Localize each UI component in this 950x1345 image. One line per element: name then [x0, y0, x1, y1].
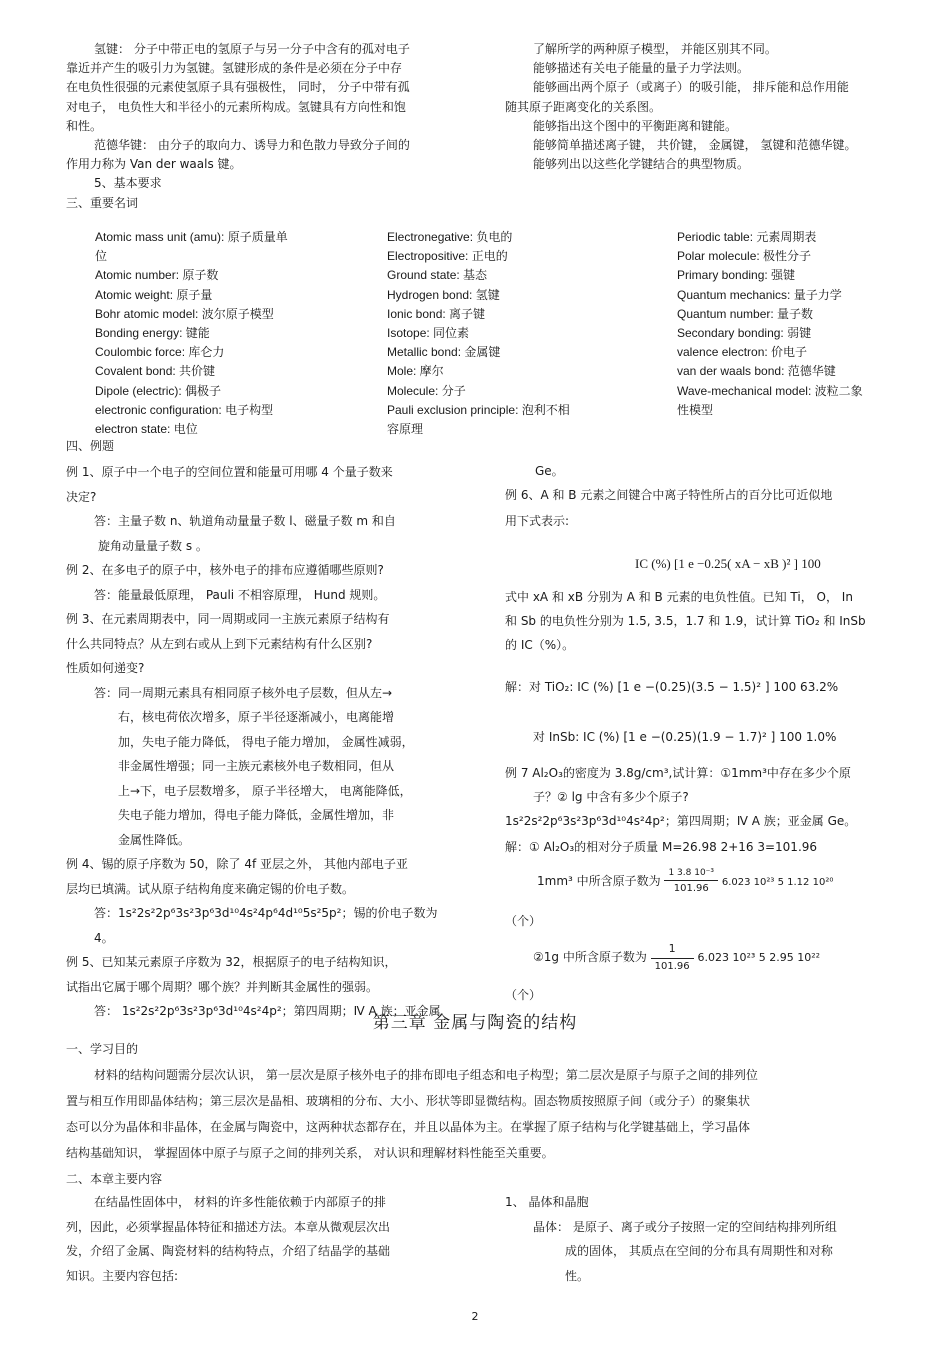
glossary-column-2: [387, 228, 612, 439]
section-heading: 二、本章主要内容: [66, 1172, 163, 1186]
text-line: 和 Sb 的电负性分别为 1.5, 3.5，1.7 和 1.9，试计算 TiO₂ 和 InSb: [505, 614, 866, 628]
text-line: 对电子， 电负性大和半径小的元素所构成。氢键具有方向性和饱: [66, 99, 406, 114]
glossary-term: Dipole (electric): 偶极子: [95, 383, 222, 398]
text-line: 在电负性很强的元素使氢原子具有强极性， 同时， 分子中带有孤: [66, 80, 410, 95]
question-line: 例 3、在元素周期表中，同一周期或同一主族元素原子结构有: [66, 612, 390, 626]
formula-suffix: 6.023 10²³ 5 1.12 10²⁰: [721, 877, 834, 889]
text-line: 了解所学的两种原子模型， 并能区别其不同。: [533, 42, 777, 56]
glossary-term: Secondary bonding: 弱键: [677, 325, 812, 340]
section-heading: 四、例题: [66, 439, 115, 453]
question-line: 性质如何递变?: [66, 661, 145, 675]
question-line: 例 2、在多电子的原子中，核外电子的排布应遵循哪些原则?: [66, 563, 384, 577]
question-line: 什么共同特点？从左到右或从上到下元素结构有什么区别?: [66, 636, 373, 651]
glossary-term: electronic configuration: 电子构型: [95, 402, 274, 417]
glossary-column-3: [677, 228, 902, 420]
fraction-numerator: 1 3.8 10⁻³: [664, 866, 718, 881]
answer-line: 失电子能力增加，得电子能力降低，金属性增加，非: [118, 808, 395, 822]
glossary-term: Electropositive: 正电的: [387, 249, 508, 264]
glossary-term: 性模型: [677, 402, 714, 417]
paragraph-line: 知识。主要内容包括:: [66, 1268, 179, 1283]
atoms-per-mm3-formula: [537, 866, 897, 897]
glossary-term: Metallic bond: 金属键: [387, 345, 501, 360]
chapter-title: 第三章 金属与陶瓷的结构: [372, 1013, 578, 1033]
glossary-term: van der waals bond: 范德华键: [677, 364, 836, 379]
main-content-right: [505, 1190, 895, 1288]
glossary-term: valence electron: 价电子: [677, 345, 808, 360]
glossary-term: 容原理: [387, 421, 424, 436]
fraction-denominator: 101.96: [673, 883, 709, 895]
fraction-denominator: 101.96: [654, 960, 690, 972]
glossary-term: Primary bonding: 强键: [677, 268, 796, 283]
glossary-term: Coulombic force: 库仑力: [95, 345, 225, 360]
question-line: 例 5、已知某元素原子序数为 32，根据原子的电子结构知识，: [66, 955, 397, 969]
glossary-term: Atomic number: 原子数: [95, 268, 219, 283]
fraction: [664, 866, 718, 897]
paragraph-line: 结构基础知识， 掌握固体中原子与原子之间的排列关系， 对认识和理解材料性能至关重要。: [66, 1146, 554, 1160]
text-line: 能够列出以这些化学键结合的典型物质。: [533, 157, 750, 172]
glossary-term: Atomic mass unit (amu): 原子质量单: [95, 230, 288, 244]
basic-requirements-list: [505, 40, 895, 174]
text-line: 式中 xA 和 xB 分别为 A 和 B 元素的电负性值。已知 Ti， O， In: [505, 590, 853, 604]
glossary-term: Bonding energy: 键能: [95, 325, 210, 340]
answer-line: 答： 1s²2s²2p⁶3s²3p⁶3d¹⁰4s²4p²；第四周期；Ⅳ A 族；亚金属: [94, 1004, 441, 1018]
question-line: 层均已填满。试从原子结构角度来确定锡的价电子数。: [66, 881, 355, 896]
text-line: 能够画出两个原子（或离子）的吸引能， 排斥能和总作用能: [533, 80, 849, 95]
main-content-left: [66, 1190, 446, 1288]
glossary-term: Ground state: 基态: [387, 268, 488, 283]
paragraph-line: 列，因此，必须掌握晶体特征和描述方法。本章从微观层次出: [66, 1219, 391, 1234]
glossary-term: Pauli exclusion principle: 泡利不相: [387, 402, 570, 417]
question-line: 例 4、锡的原子序数为 50，除了 4f 亚层之外， 其他内部电子亚: [66, 857, 408, 871]
paragraph-line: 在结晶性固体中， 材料的许多性能依赖于内部原子的排: [94, 1195, 386, 1209]
fraction: [651, 940, 694, 975]
text-line: 氢键： 分子中带正电的氢原子与另一分子中含有的孤对电子: [94, 42, 410, 56]
chapter-intro: [66, 1036, 896, 1192]
question-line: 用下式表示:: [505, 514, 570, 528]
question-line: 子？② lg 中含有多少个原子?: [533, 790, 689, 804]
text-line: Ge。: [535, 464, 564, 478]
glossary-term: Covalent bond: 共价键: [95, 364, 216, 379]
answer-line: 答：同一周期元素具有相同原子核外电子层数，但从左→: [94, 685, 393, 700]
glossary-term: Mole: 摩尔: [387, 364, 444, 379]
formula-suffix: 6.023 10²³ 5 2.95 10²²: [697, 950, 821, 964]
fraction-numerator: 1: [651, 940, 694, 959]
paragraph-line: 发，介绍了金属、陶瓷材料的结构特点，介绍了结晶学的基础: [66, 1244, 391, 1258]
text-line: 作用力称为 Van der waals 键。: [66, 157, 242, 172]
glossary-term: Isotope: 同位素: [387, 325, 470, 340]
paragraph-line: 材料的结构问题需分层次认识， 第一层次是原子核外电子的排布即电子组态和电子构型；第二层次是原子与原子之间的排列位: [94, 1068, 758, 1082]
solution-line: 解：① Al₂O₃的相对分子质量 M=26.98 2+16 3=101.96: [505, 840, 818, 854]
formula-prefix: 1mm³ 中所含原子数为: [537, 874, 661, 889]
glossary-term: Wave-mechanical model: 波粒二象: [677, 383, 863, 398]
text-line: 范德华键： 由分子的取向力、诱导力和色散力导致分子间的: [94, 137, 410, 152]
section-heading: 一、学习目的: [66, 1042, 139, 1056]
question-line: 试指出它属于哪个周期？哪个族？并判断其金属性的强弱。: [66, 979, 379, 994]
definition-line: 成的固体， 其质点在空间的分布具有周期性和对称: [565, 1244, 833, 1258]
atoms-per-gram-formula: [533, 940, 893, 975]
glossary-column-1: [95, 228, 325, 439]
hydrogen-bond-paragraph: [66, 40, 466, 213]
text-line: 能够描述有关电子能量的量子力学法则。: [533, 61, 750, 76]
glossary-term: Periodic table: 元素周期表: [677, 230, 817, 244]
solution-insb: 对 InSb: IC (%) [1 e −(0.25)(1.9 − 1.7)² ] 100 1.0%: [533, 730, 837, 744]
ionic-character-formula: IC (%) [1 e −0.25( xA − xB )² ] 100: [635, 556, 821, 571]
answer-line: 非金属性增强；同一主族元素核外电子数相同，但从: [118, 759, 395, 773]
text-line: 1s²2s²2p⁶3s²3p⁶3d¹⁰4s²4p²；第四周期；Ⅳ A 族；亚金属 Ge。: [505, 814, 857, 828]
text-line: 能够指出这个图中的平衡距离和键能。: [533, 118, 738, 133]
examples-left: [66, 460, 451, 1024]
paragraph-line: 态可以分为晶体和非晶体，在金属与陶瓷中，这两种状态都存在，并且以晶体为主。在掌握了原子结构与化学键基础上，学习晶体: [66, 1120, 751, 1134]
glossary-term: Electronegative: 负电的: [387, 230, 513, 244]
question-line: 例 6、A 和 B 元素之间键合中离子特性所占的百分比可近似地: [505, 488, 833, 502]
text-line: 能够简单描述离子键， 共价键， 金属键， 氢键和范德华键。: [533, 137, 857, 152]
answer-line: 上→下，电子层数增多， 原子半径增大， 电离能降低，: [118, 783, 412, 798]
answer-line: 金属性降低。: [118, 832, 191, 847]
section-heading: 三、重要名词: [66, 195, 139, 210]
answer-line: 答：1s²2s²2p⁶3s²3p⁶3d¹⁰4s²4p⁶4d¹⁰5s²5p²；锡的价电子数为 4。: [94, 906, 438, 945]
question-line: 决定?: [66, 489, 97, 504]
text-line: 的 IC（%）。: [505, 638, 575, 652]
answer-line: 旋角动量量子数 s 。: [98, 538, 208, 553]
page-number: 2: [471, 1310, 479, 1323]
glossary-term: Hydrogen bond: 氢键: [387, 287, 500, 302]
solution-tio2: 解：对 TiO₂: IC (%) [1 e −(0.25)(3.5 − 1.5)² ] 100 63.2%: [505, 680, 839, 694]
answer-line: 答：主量子数 n、轨道角动量量子数 l、磁量子数 m 和自: [94, 514, 396, 528]
glossary-term: Quantum number: 量子数: [677, 306, 814, 321]
glossary-term: Bohr atomic model: 波尔原子模型: [95, 306, 274, 321]
question-line: 例 7 Al₂O₃的密度为 3.8g/cm³,试计算：①1mm³中存在多少个原: [505, 766, 851, 780]
formula-prefix: ②1g 中所含原子数为: [533, 949, 647, 964]
unit-label: （个）: [505, 914, 542, 928]
question-line: 例 1、原子中一个电子的空间位置和能量可用哪 4 个量子数来: [66, 465, 393, 479]
answer-line: 加，失电子能力降低， 得电子能力增加， 金属性减弱，: [118, 734, 414, 749]
text-line: 随其原子距离变化的关系图。: [505, 99, 662, 114]
glossary-term: Atomic weight: 原子量: [95, 287, 213, 302]
glossary-term: Quantum mechanics: 量子力学: [677, 287, 842, 302]
answer-line: 右，核电荷依次增多，原子半径逐渐减小，电离能增: [118, 710, 395, 724]
section-subheading: 5、基本要求: [94, 176, 162, 191]
subsection-heading: 1、 晶体和晶胞: [505, 1195, 589, 1209]
text-line: 靠近并产生的吸引力为氢键。氢键形成的条件是必须在分子中存: [66, 61, 403, 76]
text-line: 和性。: [66, 118, 103, 133]
answer-line: 答：能量最低原理， Pauli 不相容原理， Hund 规则。: [94, 587, 386, 602]
glossary-term: Polar molecule: 极性分子: [677, 249, 812, 264]
definition-line: 晶体： 是原子、离子或分子按照一定的空间结构排列所组: [533, 1219, 837, 1234]
definition-line: 性。: [565, 1268, 590, 1283]
glossary-term: Ionic bond: 离子键: [387, 306, 486, 321]
paragraph-line: 置与相互作用即晶体结构；第三层次是晶相、玻璃相的分布、大小、形状等即显微结构。固态物质按照原子间（或分子）的聚集状: [66, 1094, 751, 1108]
glossary-term: 位: [95, 249, 108, 264]
glossary-term: electron state: 电位: [95, 421, 198, 436]
glossary-term: Molecule: 分子: [387, 383, 466, 398]
unit-label: （个）: [505, 988, 542, 1002]
